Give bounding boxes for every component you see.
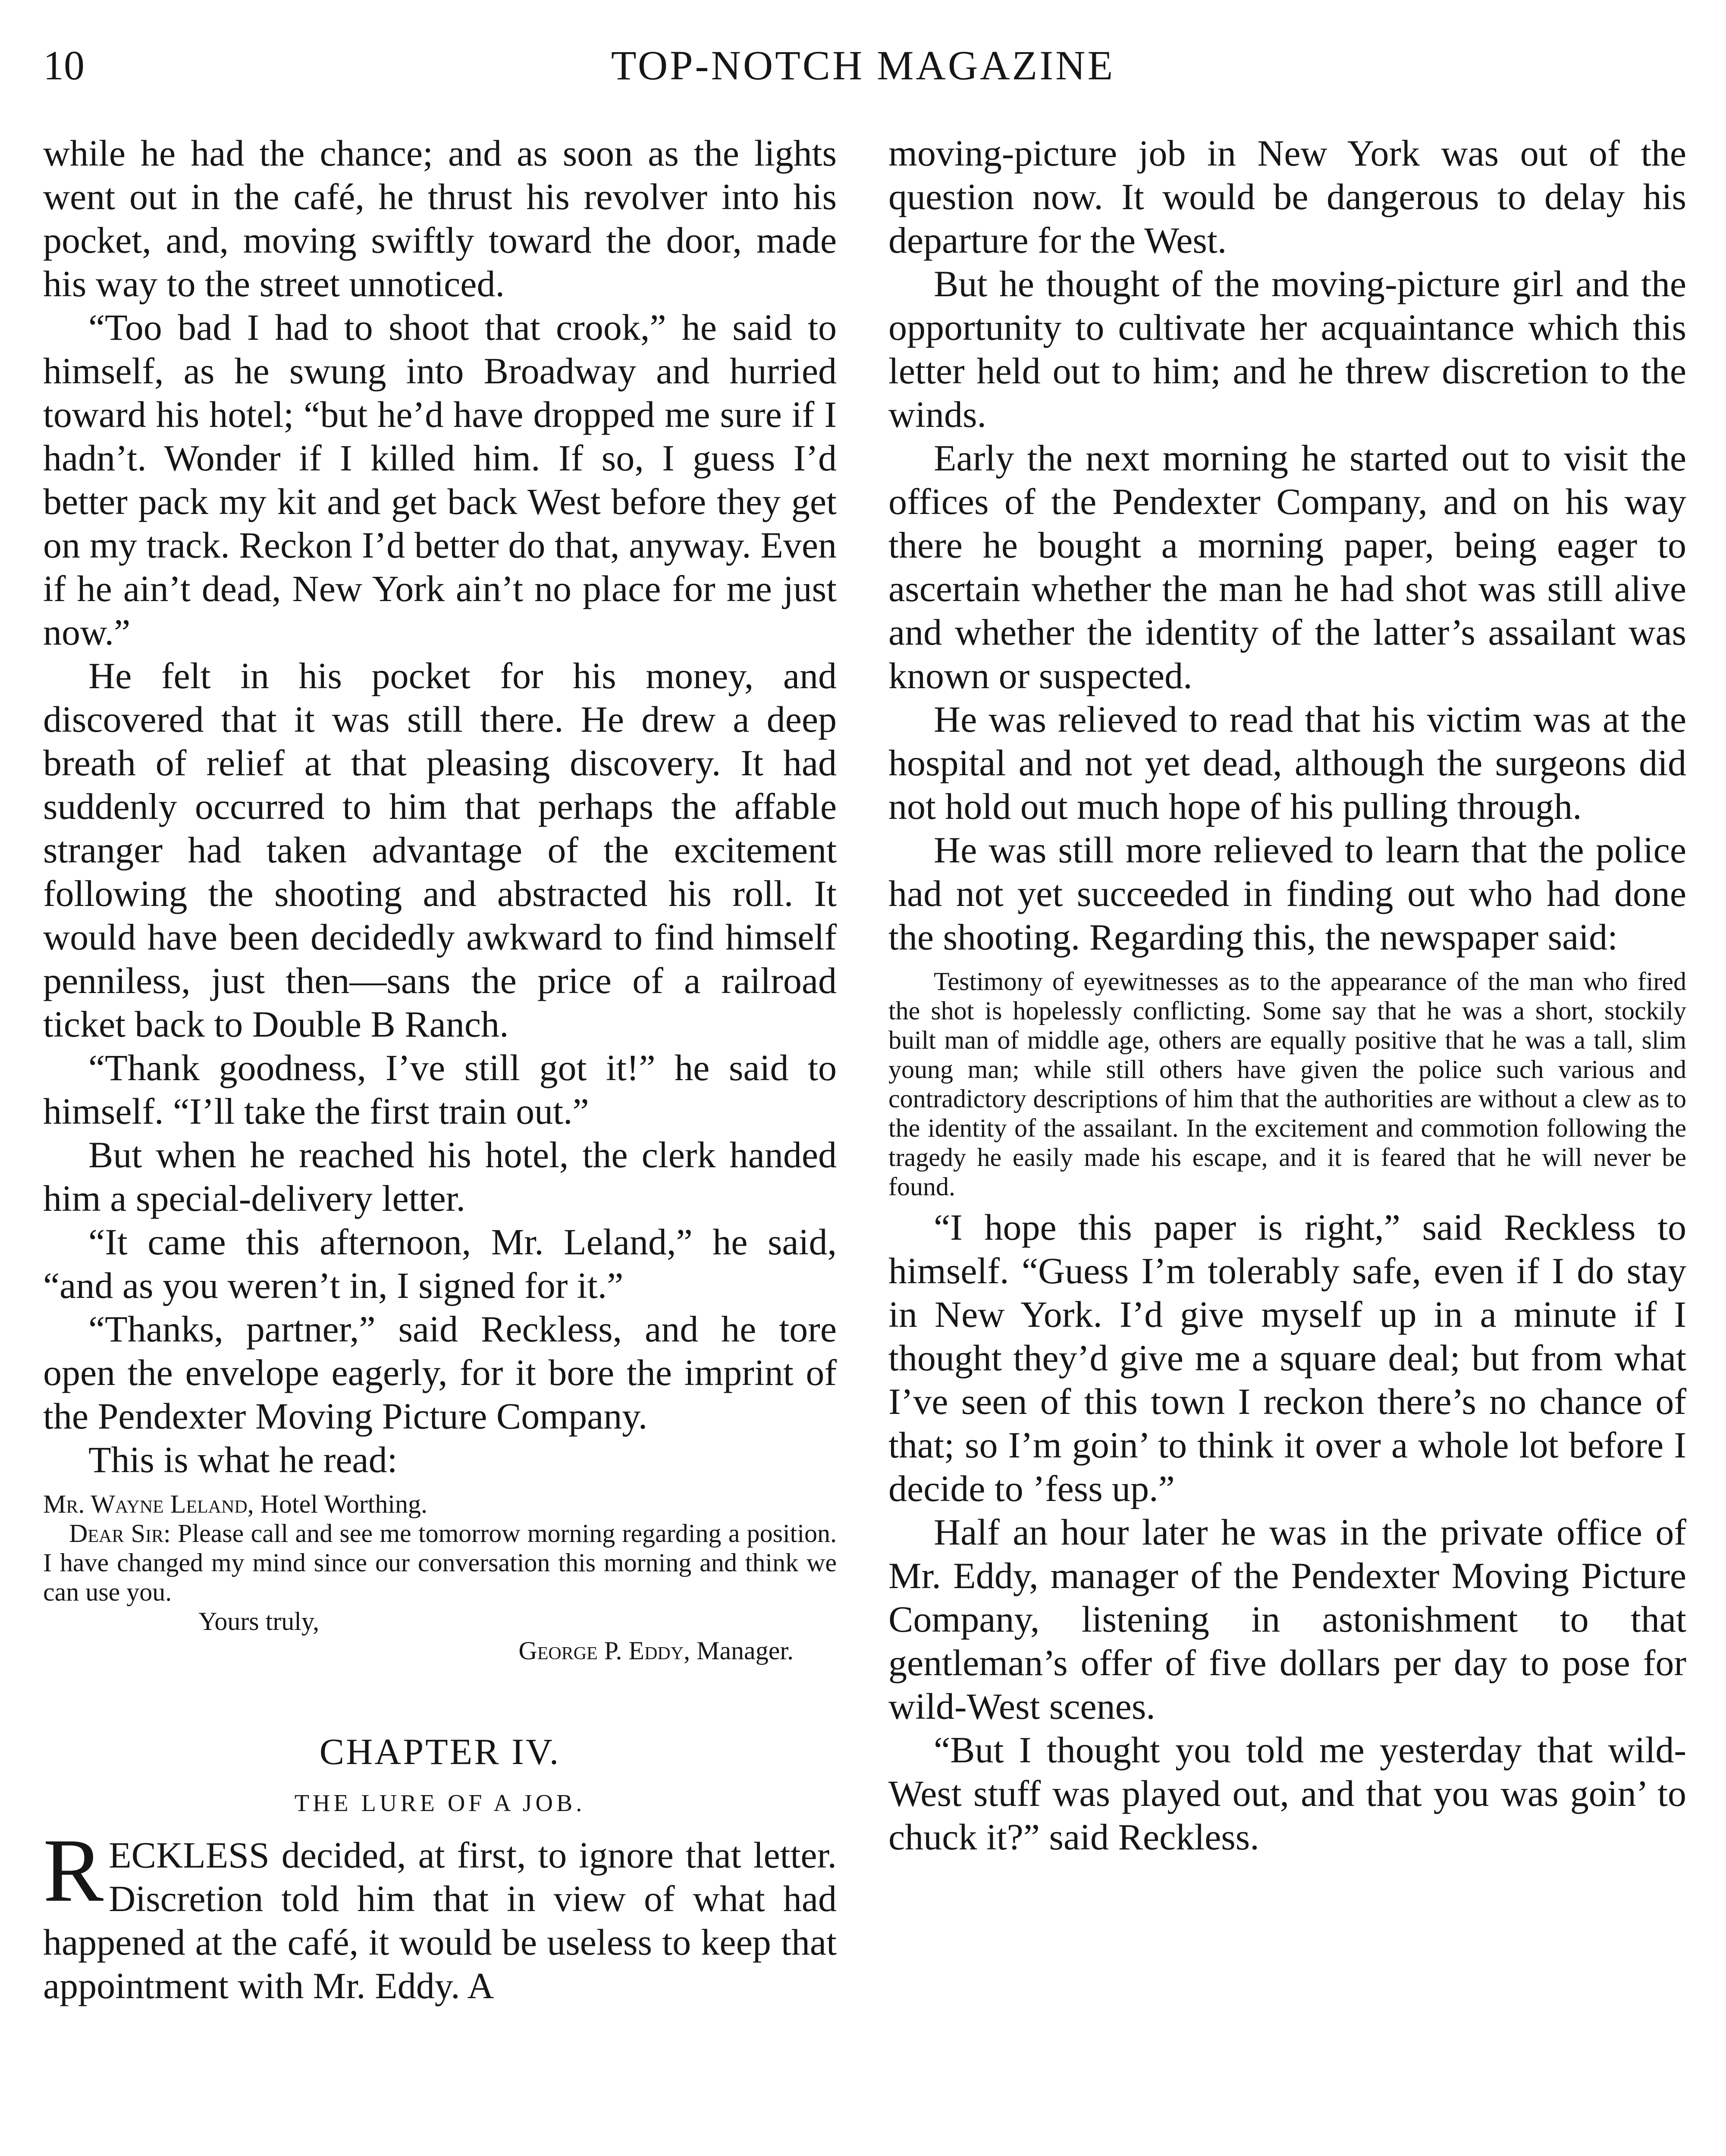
signature-title: Manager. [690, 1636, 794, 1665]
chapter-subtitle: THE LURE OF A JOB. [294, 1790, 586, 1817]
newspaper-quote [888, 967, 1686, 1201]
paragraph: He was relieved to read that his victim was at the hospital and not yet dead, although the surgeons did not hold out much hope of his pulling through. [888, 699, 1686, 827]
paragraph: Early the next morning he started out to visit the offices of the Pendexter Company, and on his way there he bought a morning paper, being eager to ascertain whether the man he had shot was still alive and whether the identity of the latter’s assailant was known or suspected. [888, 437, 1686, 696]
letter-closing: Yours truly, [198, 1607, 320, 1636]
paragraph: “Thanks, partner,” said Reckless, and he tore open the envelope eagerly, for it bore the imprint of the Pendexter Moving Picture Company. [43, 1308, 837, 1437]
chapter-title: CHAPTER IV. [319, 1731, 561, 1772]
magazine-title: TOP-NOTCH MAGAZINE [611, 42, 1115, 88]
paragraph: while he had the chance; and as soon as the lights went out in the café, he thrust his revolver into his pocket, and, moving swiftly toward the door, made his way to the street unnoticed. [43, 132, 837, 304]
letter-body [43, 1519, 837, 1607]
paragraph: But when he reached his hotel, the clerk handed him a special-delivery letter. [43, 1134, 837, 1219]
paragraph: “I hope this paper is right,” said Reckless to himself. “Guess I’m tolerably safe, even if I do stay in New York. I’d give myself up in a minute if I thought they’d give me a square deal; but from what I’ve seen of this town I reckon there’s no chance of that; so I’m goin’ to think it over a whole lot before I decide to ’fess up.” [888, 1206, 1686, 1509]
letter-signature [43, 1636, 837, 1665]
paragraph: He was still more relieved to learn that the police had not yet succeeded in finding out who had done the shooting. Regarding this, the newspaper said: [888, 829, 1686, 958]
letter-text: Please call and see me tomorrow morning regarding a position. I have changed my mind since our conversation this morning and think we can use you. [43, 1519, 837, 1606]
letter-addressee: Mr. Wayne Leland, [43, 1490, 254, 1518]
paragraph: moving-picture job in New York was out of the question now. It would be dangerous to delay his departure for the West. [888, 132, 1686, 261]
page-header [0, 40, 1726, 96]
paragraph: “Too bad I had to shoot that crook,” he said to himself, as he swung into Broadway and hurried toward his hotel; “but he’d have dropped me sure if I hadn’t. Wonder if I killed him. If so, I guess I’d better pack my kit and get back West before they get on my track. Reckon I’d better do that, anyway. Even if he ain’t dead, New York ain’t no place for me just now.” [43, 307, 837, 653]
paragraph: “Thank goodness, I’ve still got it!” he said to himself. “I’ll take the first train out.” [43, 1047, 837, 1132]
paragraph: Half an hour later he was in the private office of Mr. Eddy, manager of the Pendexter Moving Picture Company, listening in astonishment to that gentleman’s offer of five dollars per day to pose for wild-West scenes. [888, 1511, 1686, 1727]
letter-salutation: Dear Sir: [69, 1519, 171, 1548]
right-column [888, 132, 1686, 1859]
page-number: 10 [43, 42, 85, 88]
paragraph: He felt in his pocket for his money, and discovered that it was still there. He drew a deep breath of relief at that pleasing discovery. It had suddenly occurred to him that perhaps the affable stranger had taken advantage of the excitement following the shooting and abstracted his roll. It would have been decidedly awkward to find himself penniless, just then—sans the price of a railroad ticket back to Double B Ranch. [43, 655, 837, 1045]
letter-address-line [43, 1489, 837, 1519]
left-column [43, 132, 837, 2008]
drop-cap-word-rest: ECKLESS [109, 1834, 270, 1876]
paragraph: “But I thought you told me yesterday that wild-West stuff was played out, and that you was goin’ to chuck it?” said Reckless. [888, 1729, 1686, 1858]
paragraph: This is what he read: [88, 1439, 398, 1480]
paragraph: “It came this afternoon, Mr. Leland,” he said, “and as you weren’t in, I signed for it.” [43, 1221, 837, 1306]
signature-name: George P. Eddy, [518, 1636, 690, 1665]
chapter-opening-paragraph [43, 1821, 837, 2008]
paragraph-text: decided, at first, to ignore that letter. Discretion told him that in view of what had happened at the café, it would be useless to keep that appointment with Mr. Eddy. A [43, 1834, 837, 2006]
letter-address: Hotel Worthing. [254, 1490, 428, 1518]
drop-cap: R [43, 1821, 104, 1921]
letter [43, 1489, 837, 1665]
paragraph: But he thought of the moving-picture girl and the opportunity to cultivate her acquaintance which this letter held out to him; and he threw discretion to the winds. [888, 263, 1686, 435]
quote-text: Testimony of eyewitnesses as to the appearance of the man who fired the shot is hopelessly conflicting. Some say that he was a short, stockily built man of middle age, others are equally positive that he was a tall, slim young man; while still others have given the police such various and contradictory descriptions of him that the authorities are without a clew as to the identity of the assailant. In the excitement and commotion following the tragedy he easily made his escape, and it is feared that he will never be found. [888, 967, 1686, 1201]
